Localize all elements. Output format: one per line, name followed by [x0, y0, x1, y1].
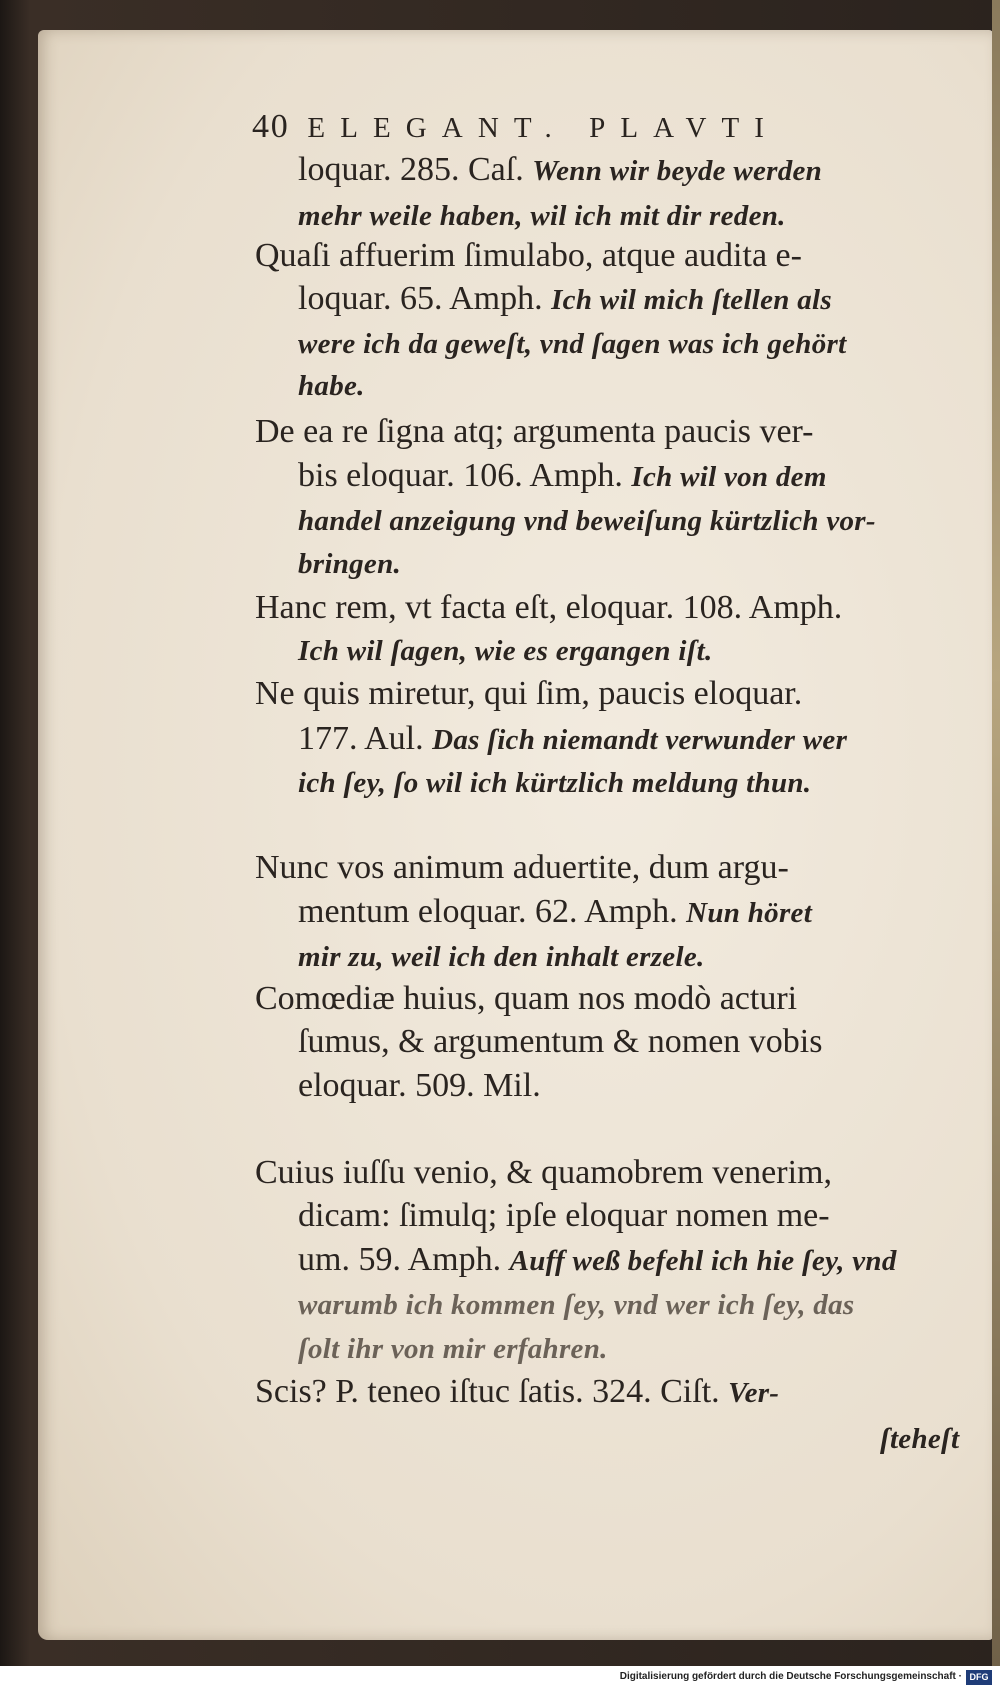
page-number: 40 [252, 108, 290, 145]
text-line: Quaſi affuerim ſimulabo, atque audita e- [255, 237, 802, 274]
catchword: ſteheſt [880, 1423, 960, 1455]
dfg-logo-icon: DFG [966, 1670, 992, 1685]
text-line: were ich da geweſt, vnd ſagen was ich gehört [298, 328, 847, 360]
running-header [252, 108, 892, 145]
funding-credit: Digitalisierung gefördert durch die Deutsche Forschungsgemeinschaft · [619, 1671, 962, 1682]
text-line: loquar. 285. Caſ. Wenn wir beyde werden [298, 151, 823, 188]
text-line: mentum eloquar. 62. Amph. Nun höret [298, 893, 813, 930]
text-line: ſolt ihr von mir erfahren. [298, 1333, 608, 1365]
running-title: ELEGANT. PLAVTI [307, 112, 780, 144]
text-line: um. 59. Amph. Auff weß befehl ich hie ſey, vnd [298, 1241, 897, 1278]
text-line: ſumus, & argumentum & nomen vobis [298, 1023, 823, 1060]
digitization-footer [0, 1666, 1000, 1691]
text-line: 177. Aul. Das ſich niemandt verwunder wer [298, 720, 848, 757]
text-line: mir zu, weil ich den inhalt erzele. [298, 941, 705, 973]
text-line: dicam: ſimulq; ipſe eloquar nomen me- [298, 1197, 830, 1234]
text-line: handel anzeigung vnd beweiſung kürtzlich vor- [298, 505, 876, 537]
text-line: ich ſey, ſo wil ich kürtzlich meldung thun. [298, 767, 812, 799]
text-line: Ich wil ſagen, wie es ergangen iſt. [298, 635, 713, 667]
page-edge [992, 0, 1000, 1691]
text-line: warumb ich kommen ſey, vnd wer ich ſey, das [298, 1289, 855, 1321]
text-line: Nunc vos animum aduertite, dum argu- [255, 849, 789, 886]
text-line: Cuius iuſſu venio, & quamobrem venerim, [255, 1154, 832, 1191]
text-line: loquar. 65. Amph. Ich wil mich ſtellen als [298, 280, 832, 317]
text-line: eloquar. 509. Mil. [298, 1067, 541, 1104]
text-line: Comœdiæ huius, quam nos modò acturi [255, 980, 798, 1017]
text-line: Hanc rem, vt facta eſt, eloquar. 108. Amph. [255, 589, 843, 626]
text-line: habe. [298, 370, 365, 402]
text-line: bringen. [298, 548, 402, 580]
text-line: Ne quis miretur, qui ſim, paucis eloquar. [255, 675, 803, 712]
text-line: bis eloquar. 106. Amph. Ich wil von dem [298, 457, 827, 494]
text-line: Scis? P. teneo iſtuc ſatis. 324. Ciſt. Ver- [255, 1373, 780, 1410]
text-line: mehr weile haben, wil ich mit dir reden. [298, 200, 786, 232]
text-line: De ea re ſigna atq; argumenta paucis ver- [255, 413, 814, 450]
